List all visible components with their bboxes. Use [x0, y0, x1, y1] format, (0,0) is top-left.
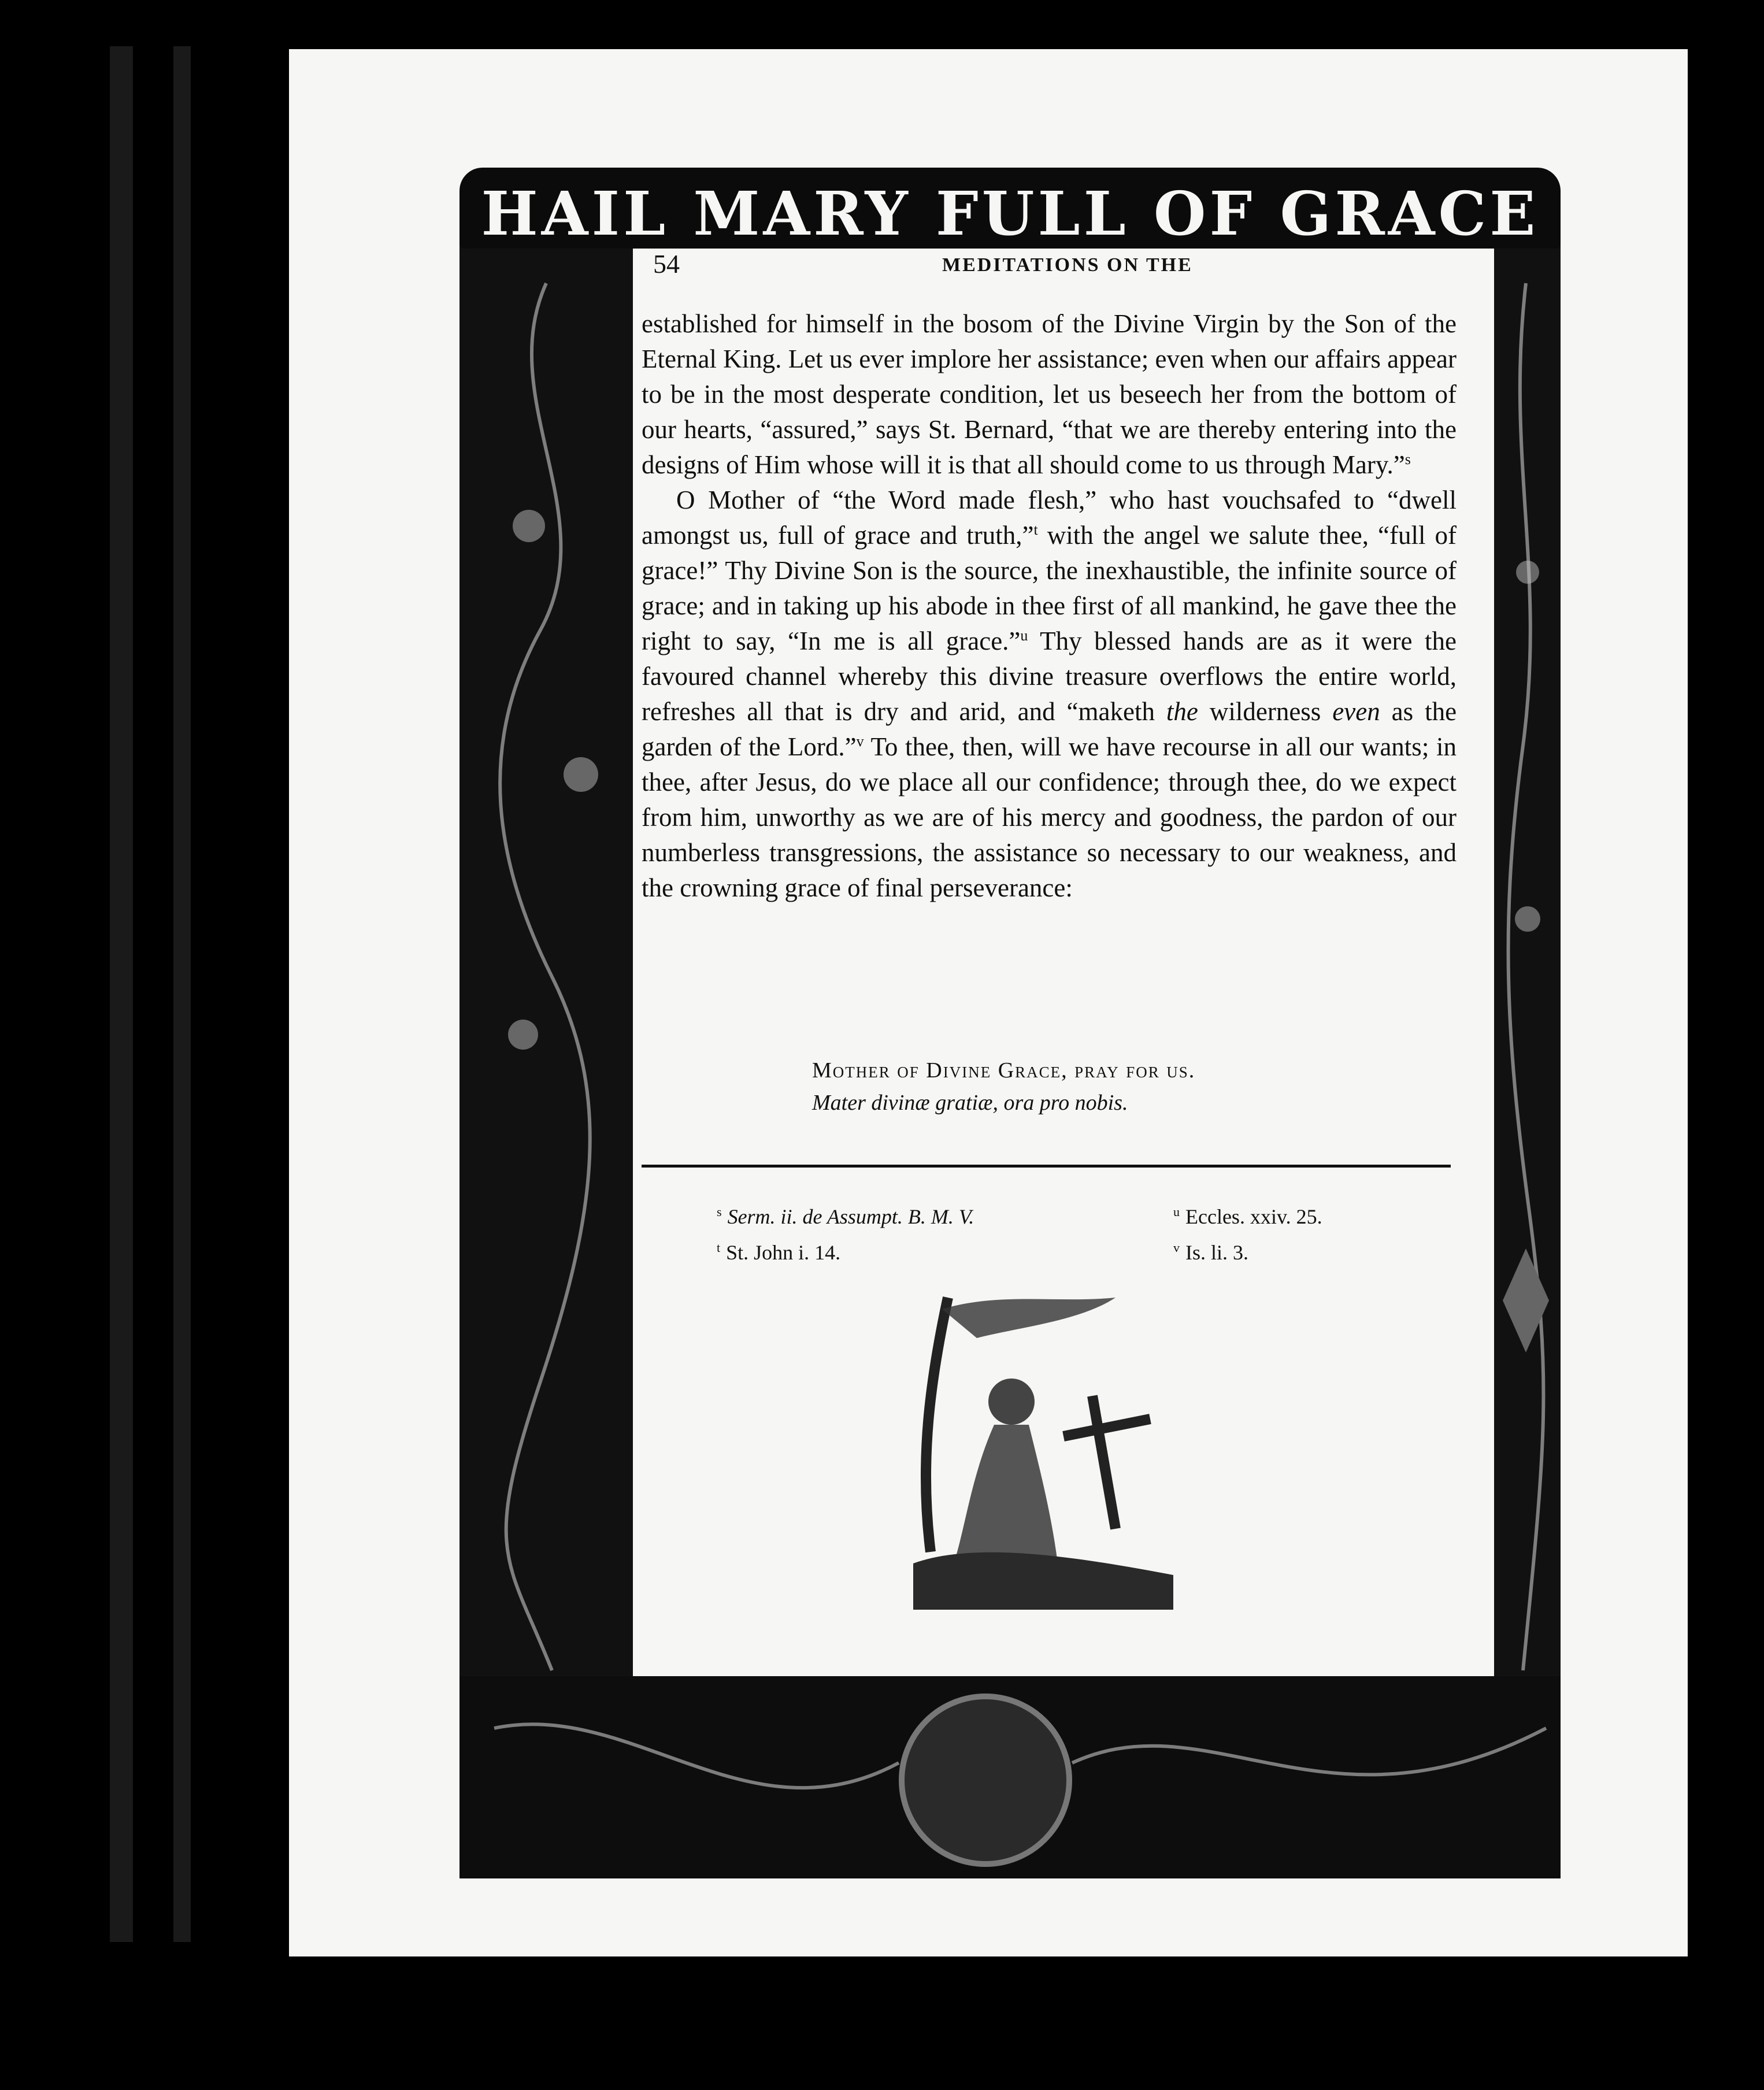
- footnote-rule: [642, 1165, 1451, 1168]
- note-ref: t: [1033, 521, 1038, 538]
- paragraph: O Mother of “the Word made flesh,” who hast vouchsafed to “dwell amongst us, full of grace and truth,”$^t$ with the angel we salute thee, “full of grace!” Thy Divine Son is the source, the inexhaustible, the infinite source of grace; and in taking up his abode in thee first of all mankind, he gave thee the right to say, “In me is all grace.”$^u$ Thy blessed hands are as it were the favoured channel whereby this divine treasure overflows the entire world, refreshes all that is dry and arid, and “maketh the wilderness even as the garden of the Lord.”$^v$ To thee, then, will we have recourse in all our wants; in thee, after Jesus, do we place all our confidence; through thee, do we expect from him, unworthy as we are of his mercy and goodness, the pardon of our numberless transgressions, the assistance so necessary to our weakness, and the crowning grace of final perseverance:: [642, 486, 1457, 902]
- facing-page-edge: [1688, 35, 1764, 2090]
- invocation-english: Mother of Divine Grace, pray for us.: [812, 1058, 1196, 1083]
- page-edges: [110, 46, 133, 1942]
- footnote: $^s$ Serm. ii. de Assumpt. B. M. V.: [717, 1205, 974, 1228]
- running-head: MEDITATIONS ON THE: [942, 254, 1193, 276]
- paragraph: established for himself in the bosom of the Divine Virgin by the Son of the Eternal King. Let us ever implore her assistance; even when our affairs appear to be in the most desperate condition, let us beseech her from the bottom of our hearts, “assured,” says St. Bernard, “that we are thereby entering into the designs of Him whose will it is that all should come to us through Mary.”$^s$: [642, 309, 1457, 479]
- invocation: [812, 1058, 1448, 1116]
- note-ref: u: [1020, 627, 1028, 644]
- book-spine: [0, 0, 289, 2090]
- footnote: $^v$ Is. li. 3.: [1173, 1240, 1249, 1264]
- invocation-latin: Mater divinæ gratiæ, ora pro nobis.: [812, 1091, 1128, 1115]
- page-number: 54: [653, 249, 680, 279]
- footnotes-right: [1173, 1196, 1322, 1268]
- footnote: $^u$ Eccles. xxiv. 25.: [1173, 1205, 1322, 1228]
- page-edges: [173, 46, 191, 1942]
- footnotes-left: [717, 1196, 974, 1268]
- kneeling-figure-vignette: [907, 1286, 1179, 1610]
- note-ref: s: [1404, 451, 1411, 468]
- body-text: [642, 306, 1457, 906]
- footnote: $^t$ St. John i. 14.: [717, 1240, 841, 1264]
- note-ref: v: [856, 733, 864, 750]
- page-header: [595, 249, 1462, 295]
- banner-title: HAIL MARY FULL OF GRACE: [481, 178, 1539, 249]
